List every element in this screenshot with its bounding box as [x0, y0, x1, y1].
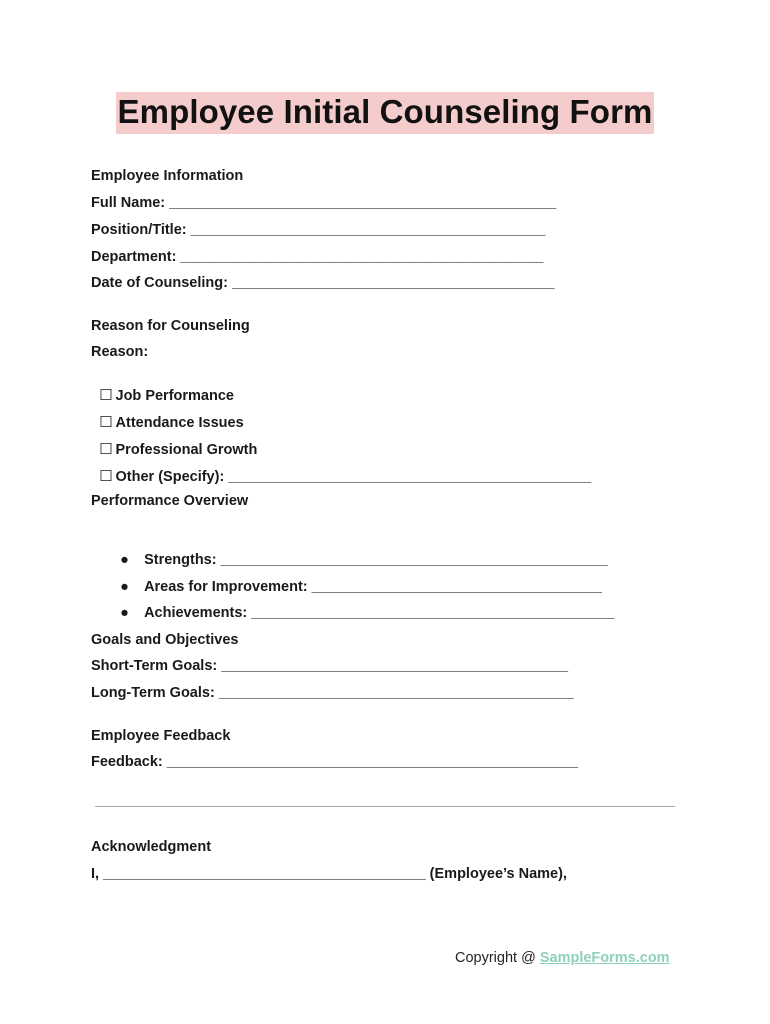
copyright-text: Copyright @: [455, 950, 540, 966]
checkbox-icon[interactable]: ☐: [99, 387, 113, 404]
list-item-text: Achievements: _____________________________________________: [144, 605, 615, 621]
list-item-achievements[interactable]: [112, 589, 614, 621]
list-item-text: Strengths: ________________________________________________: [144, 552, 608, 568]
checkbox-label: Professional Growth: [115, 442, 258, 458]
checkbox-icon[interactable]: ☐: [99, 468, 113, 485]
checkbox-icon[interactable]: ☐: [99, 414, 113, 431]
checkbox-label: Job Performance: [115, 388, 234, 404]
checkbox-label: Attendance Issues: [115, 415, 244, 431]
brand-link[interactable]: SampleForms.com: [539, 950, 670, 966]
bullet-icon: ●: [120, 552, 129, 568]
title-wrapper: [0, 92, 770, 134]
form-title: Employee Initial Counseling Form: [116, 92, 655, 134]
full-name-field[interactable]: Full Name: ________________________________________________: [91, 195, 557, 211]
position-title-field[interactable]: Position/Title: ____________________________________________: [91, 222, 546, 238]
checkbox-label: Other (Specify): _____________________________________________: [115, 469, 592, 485]
section-heading-employee-information: Employee Information: [91, 168, 244, 184]
checkbox-other-specify[interactable]: [91, 451, 591, 485]
section-heading-acknowledgment: Acknowledgment: [91, 839, 212, 855]
section-heading-performance: Performance Overview: [91, 493, 249, 509]
horizontal-divider: [95, 806, 675, 807]
footer-copyright: [455, 950, 670, 966]
feedback-field[interactable]: Feedback: ___________________________________________________: [91, 754, 579, 770]
long-term-goals-field[interactable]: Long-Term Goals: ____________________________________________: [91, 685, 574, 701]
reason-label: Reason:: [91, 344, 149, 360]
department-field[interactable]: Department: _____________________________________________: [91, 249, 544, 265]
bullet-icon: ●: [120, 605, 129, 621]
date-of-counseling-field[interactable]: Date of Counseling: ________________________________________: [91, 275, 555, 291]
checkbox-icon[interactable]: ☐: [99, 441, 113, 458]
section-heading-reason: Reason for Counseling: [91, 318, 250, 334]
list-item-text: Areas for Improvement: ____________________________________: [144, 579, 602, 595]
section-heading-goals: Goals and Objectives: [91, 632, 239, 648]
acknowledgment-name-field[interactable]: I, ________________________________________ (Employee’s Name),: [91, 866, 567, 882]
short-term-goals-field[interactable]: Short-Term Goals: ___________________________________________: [91, 658, 569, 674]
bullet-icon: ●: [120, 579, 129, 595]
section-heading-feedback: Employee Feedback: [91, 728, 231, 744]
